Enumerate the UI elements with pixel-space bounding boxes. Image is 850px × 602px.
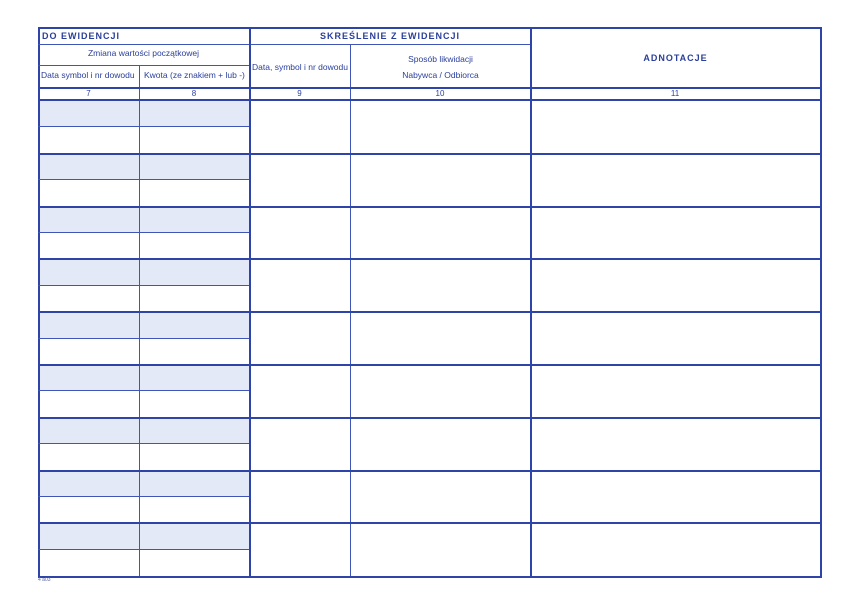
col10-heading-line1: Sposób likwidacji [408, 54, 473, 64]
row-line [38, 364, 820, 366]
column-number-9: 9 [297, 89, 302, 98]
shaded-cell [40, 101, 139, 126]
divider-col-11 [530, 27, 532, 576]
shaded-cell [140, 365, 249, 390]
shaded-cell [140, 312, 249, 337]
row-line [38, 153, 820, 155]
border-top [38, 27, 822, 29]
shaded-cell [140, 523, 249, 548]
do-ewidencji-heading: DO EWIDENCJI [42, 31, 121, 41]
row-line [38, 206, 820, 208]
shaded-cell [140, 101, 249, 126]
half-row-line [38, 338, 249, 339]
shaded-cell [40, 259, 139, 284]
border-right [820, 27, 822, 578]
half-row-line [38, 443, 249, 444]
footer-code: 4 a03 [38, 577, 51, 583]
shaded-cell [40, 418, 139, 443]
header-line-b [250, 44, 530, 45]
half-row-line [38, 232, 249, 233]
row-line [38, 417, 820, 419]
half-row-line [38, 390, 249, 391]
border-bottom [38, 576, 822, 578]
shaded-cell [140, 471, 249, 496]
column-number-8: 8 [191, 89, 197, 98]
shaded-cell [40, 365, 139, 390]
col10-heading-line2: Nabywca / Odbiorca [402, 70, 479, 80]
numbers-bottom [38, 99, 820, 101]
shaded-cell [40, 523, 139, 548]
shaded-cell [40, 207, 139, 232]
column-number-10: 10 [435, 89, 445, 98]
row-line [38, 470, 820, 472]
header-line-a [38, 44, 249, 45]
col9-heading: Data, symbol i nr dowodu [252, 62, 348, 72]
half-row-line [38, 285, 249, 286]
col8-heading: Kwota (ze znakiem + lub -) [144, 70, 245, 80]
shaded-cell [40, 154, 139, 179]
col7-heading: Data symbol i nr dowodu [41, 70, 135, 80]
column-number-7: 7 [86, 89, 91, 98]
half-row-line [38, 496, 249, 497]
shaded-cell [140, 418, 249, 443]
half-row-line [38, 179, 249, 180]
row-line [38, 522, 820, 524]
half-row-line [38, 126, 249, 127]
adnotacje-heading: ADNOTACJE [643, 53, 708, 63]
zmiana-wartosci-heading: Zmiana wartości początkowej [87, 48, 199, 58]
shaded-cell [140, 207, 249, 232]
shaded-cell [40, 312, 139, 337]
row-line [38, 258, 820, 260]
shaded-cell [140, 154, 249, 179]
skreslenie-heading: SKREŚLENIE Z EWIDENCJI [319, 31, 460, 41]
shaded-cell [140, 259, 249, 284]
divider-col-8 [139, 65, 140, 576]
divider-col-9 [249, 27, 251, 576]
row-line [38, 311, 820, 313]
header-line-c [38, 65, 249, 66]
half-row-line [38, 549, 249, 550]
divider-col-10 [350, 44, 351, 576]
shaded-cell [40, 471, 139, 496]
column-number-11: 11 [670, 89, 680, 98]
